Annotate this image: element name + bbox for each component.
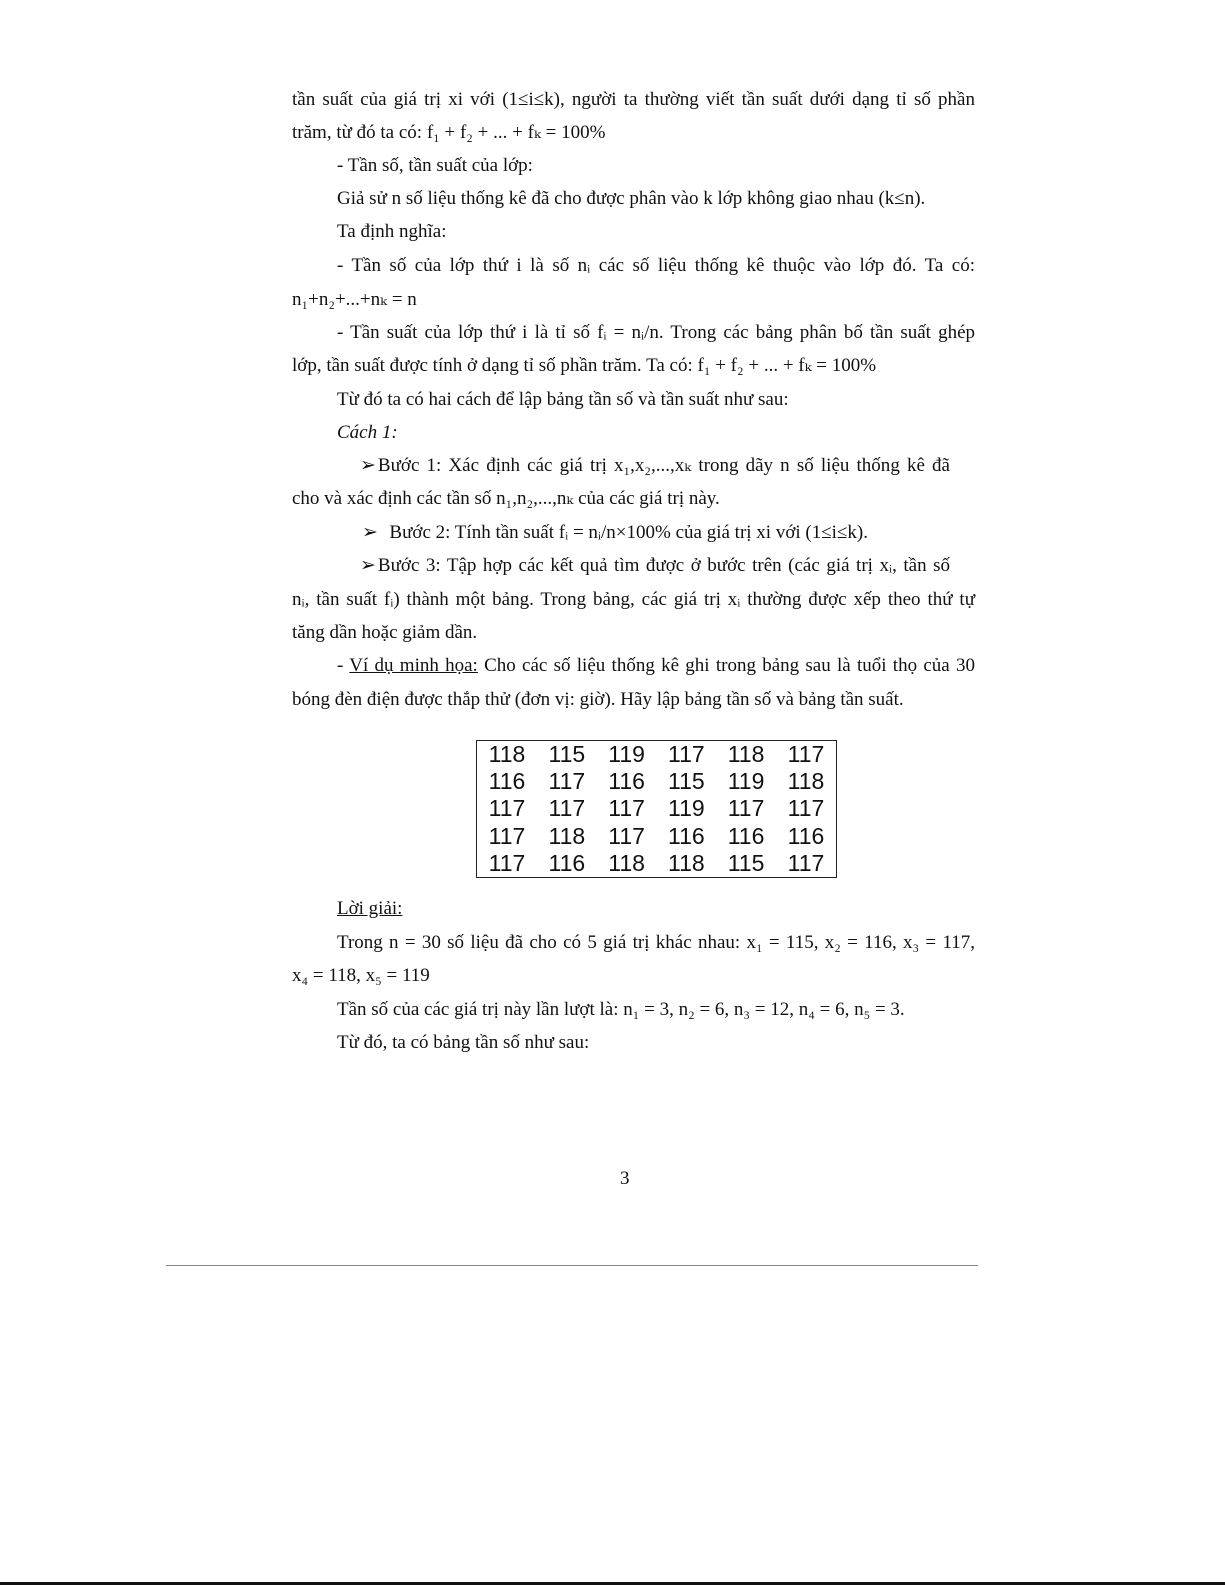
table-cell: 117 bbox=[667, 741, 705, 768]
table-cell: 117 bbox=[488, 822, 526, 849]
table-cell: 116 bbox=[548, 849, 586, 876]
table-cell: 115 bbox=[727, 849, 765, 876]
step-1-line bbox=[360, 454, 950, 478]
table-cell: 117 bbox=[787, 849, 825, 876]
text-line: Từ đó ta có hai cách để lập bảng tần số và tần suất như sau: bbox=[337, 389, 789, 410]
table-cell: 118 bbox=[548, 822, 586, 849]
table-cell: 115 bbox=[667, 768, 705, 795]
text-line: Ta định nghĩa: bbox=[337, 221, 447, 242]
bullet-arrow-icon: ➢ bbox=[360, 455, 376, 476]
text-line: trăm, từ đó ta có: f₁ + f₂ + ... + fₖ = 100% bbox=[292, 122, 606, 143]
table-cell: 118 bbox=[667, 849, 705, 876]
text-line: - Tần suất của lớp thứ i là tỉ số fᵢ = nᵢ/n. Trong các bảng phân bố tần suất ghép bbox=[337, 322, 975, 343]
table-cell: 118 bbox=[488, 741, 526, 768]
page-divider bbox=[166, 1265, 978, 1266]
step-2-line bbox=[362, 521, 1045, 545]
table-cell: 115 bbox=[548, 741, 586, 768]
table-cell: 118 bbox=[608, 849, 645, 876]
step-3-line bbox=[360, 554, 950, 578]
dash: - bbox=[337, 655, 350, 676]
table-cell: 119 bbox=[727, 768, 765, 795]
example-label: Ví dụ minh họa: bbox=[349, 655, 478, 676]
table-cell: 117 bbox=[787, 795, 825, 822]
table-cell: 117 bbox=[787, 741, 825, 768]
table-cell: 116 bbox=[667, 822, 705, 849]
page-number: 3 bbox=[620, 1168, 630, 1189]
text-line: lớp, tần suất được tính ở dạng tỉ số phần trăm. Ta có: f₁ + f₂ + ... + fₖ = 100% bbox=[292, 355, 877, 376]
data-table-body bbox=[477, 741, 837, 878]
solution-heading: Lời giải: bbox=[337, 898, 403, 919]
table-cell: 117 bbox=[548, 768, 586, 795]
text-line: Tần số của các giá trị này lần lượt là: n₁ = 3, n₂ = 6, n₃ = 12, n₄ = 6, n₅ = 3. bbox=[337, 999, 905, 1020]
table-cell: 117 bbox=[488, 795, 526, 822]
table-row bbox=[477, 850, 837, 878]
table-row bbox=[477, 823, 837, 850]
table-row bbox=[477, 768, 837, 795]
text-line: - Tần số, tần suất của lớp: bbox=[337, 155, 533, 176]
table-row bbox=[477, 741, 837, 769]
bullet-arrow-icon: ➢ bbox=[362, 522, 378, 543]
text-line: - Tần số của lớp thứ i là số nᵢ các số liệu thống kê thuộc vào lớp đó. Ta có: bbox=[337, 255, 975, 276]
step-3-text: Bước 3: Tập hợp các kết quả tìm được ở bước trên (các giá trị xᵢ, tần số bbox=[377, 555, 950, 576]
table-cell: 117 bbox=[488, 849, 526, 876]
bullet-arrow-icon: ➢ bbox=[360, 555, 376, 576]
table-cell: 118 bbox=[787, 768, 825, 795]
example-text: Cho các số liệu thống kê ghi trong bảng sau là tuổi thọ của 30 bbox=[477, 655, 975, 676]
text-line: nᵢ, tần suất fᵢ) thành một bảng. Trong bảng, các giá trị xᵢ thường được xếp theo thứ tự bbox=[292, 589, 975, 610]
text-line: Trong n = 30 số liệu đã cho có 5 giá trị khác nhau: x₁ = 115, x₂ = 116, x₃ = 117, bbox=[337, 932, 975, 953]
table-cell: 117 bbox=[727, 795, 765, 822]
example-line bbox=[337, 654, 975, 678]
text-line: Từ đó, ta có bảng tần số như sau: bbox=[337, 1032, 590, 1053]
text-line: cho và xác định các tần số n₁,n₂,...,nₖ của các giá trị này. bbox=[292, 488, 720, 509]
table-cell: 119 bbox=[608, 741, 645, 768]
step-2-text: Bước 2: Tính tần suất fᵢ = nᵢ/n×100% của giá trị xi với (1≤i≤k). bbox=[389, 522, 868, 543]
table-row bbox=[477, 795, 837, 822]
table-cell: 117 bbox=[608, 822, 645, 849]
text-line: x₄ = 118, x₅ = 119 bbox=[292, 965, 430, 986]
table-cell: 117 bbox=[548, 795, 586, 822]
text-line: tăng dần hoặc giảm dần. bbox=[292, 622, 478, 643]
step-1-text: Bước 1: Xác định các giá trị x₁,x₂,...,xₖ trong dãy n số liệu thống kê đã bbox=[377, 455, 950, 476]
table-cell: 116 bbox=[488, 768, 526, 795]
table-cell: 116 bbox=[727, 822, 765, 849]
text-line: n₁+n₂+...+nₖ = n bbox=[292, 289, 417, 310]
section-heading: Cách 1: bbox=[337, 422, 398, 443]
table-cell: 119 bbox=[667, 795, 705, 822]
text-line: tần suất của giá trị xi với (1≤i≤k), người ta thường viết tần suất dưới dạng tỉ số phần bbox=[292, 89, 975, 110]
table-cell: 116 bbox=[608, 768, 645, 795]
text-line: Giả sử n số liệu thống kê đã cho được phân vào k lớp không giao nhau (k≤n). bbox=[337, 188, 926, 209]
text-line: bóng đèn điện được thắp thử (đơn vị: giờ). Hãy lập bảng tần số và bảng tần suất. bbox=[292, 689, 904, 710]
table-cell: 116 bbox=[787, 822, 825, 849]
table-cell: 118 bbox=[727, 741, 765, 768]
table-cell: 117 bbox=[608, 795, 645, 822]
data-table bbox=[476, 740, 837, 878]
